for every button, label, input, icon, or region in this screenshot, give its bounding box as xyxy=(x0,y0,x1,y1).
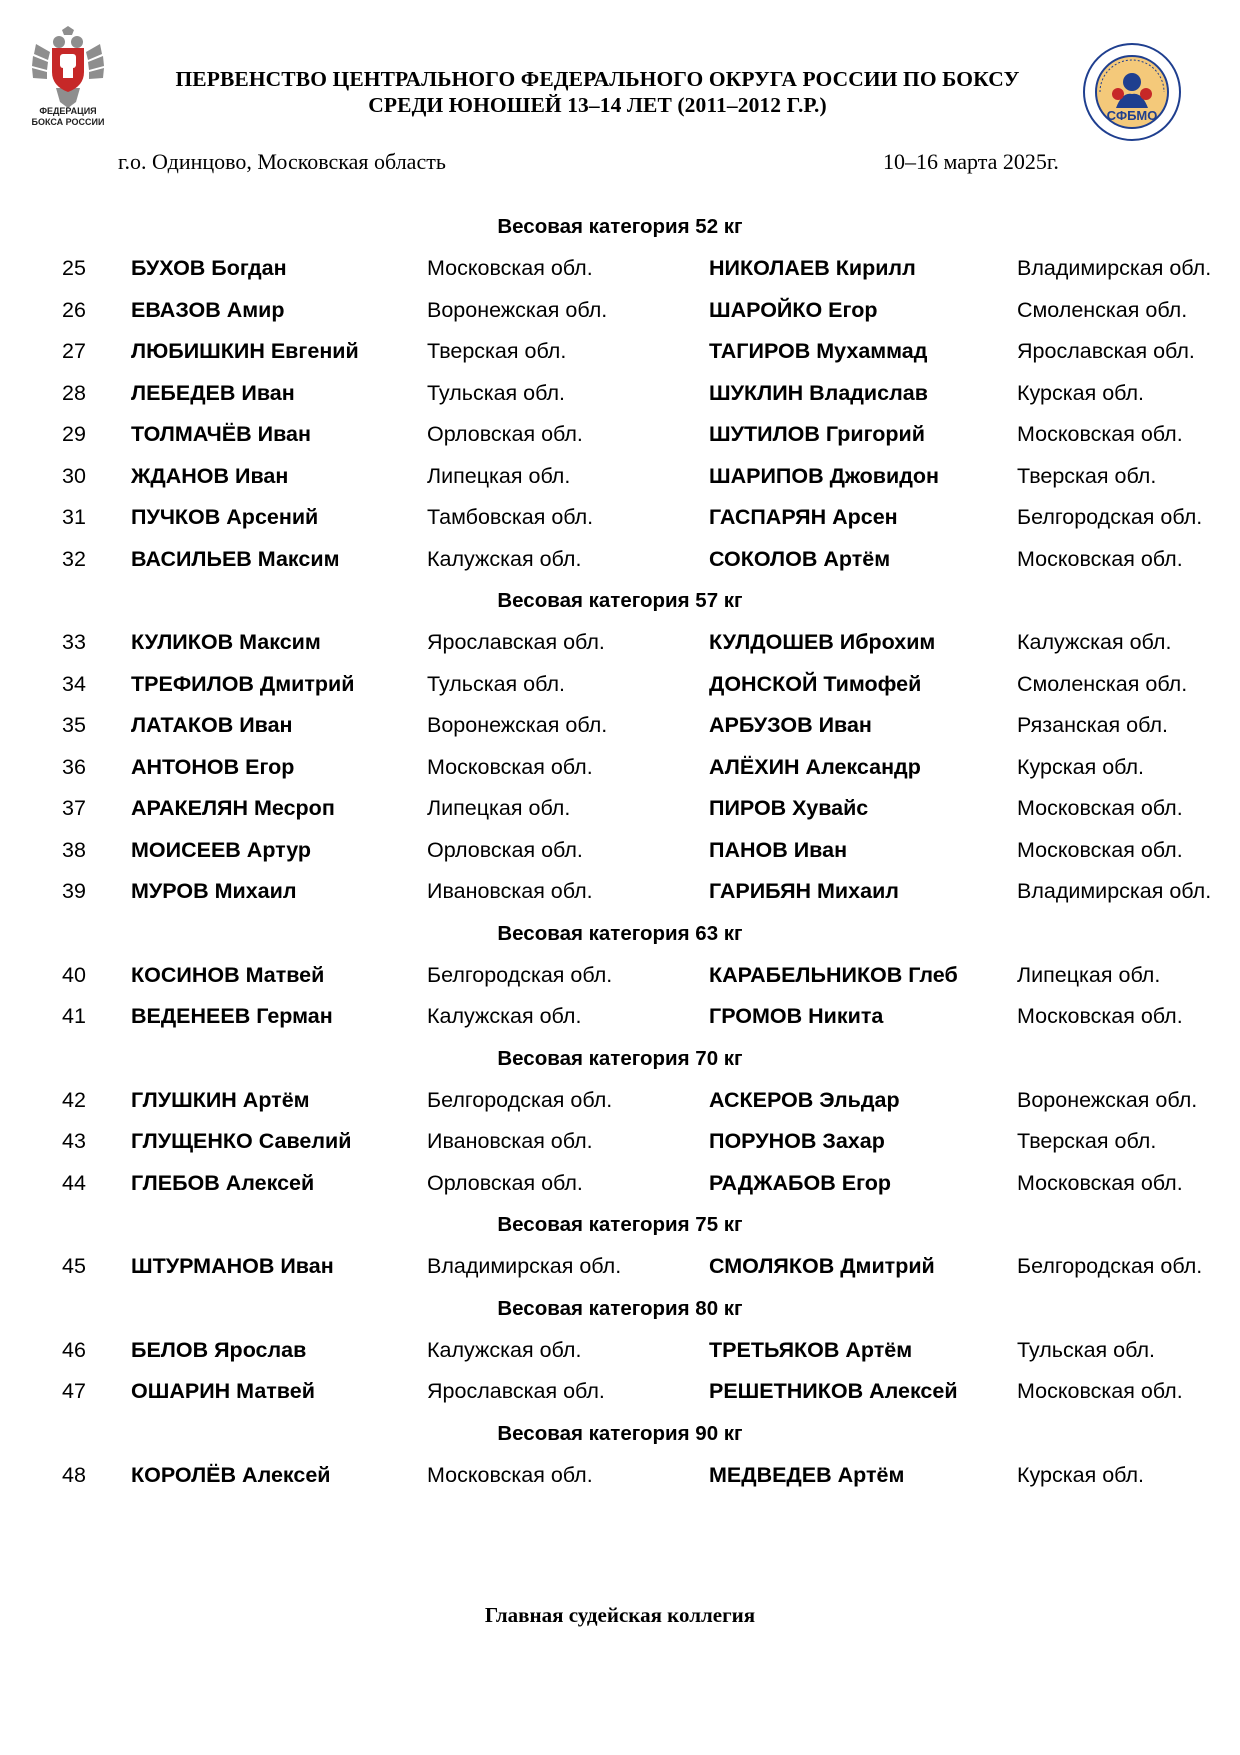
boxer-2-name: МЕДВЕДЕВ Артём xyxy=(709,1462,905,1487)
bout-row xyxy=(0,747,1240,789)
boxer-1-name: ОШАРИН Матвей xyxy=(131,1379,315,1403)
bout-row xyxy=(0,871,1240,913)
weight-category-heading xyxy=(0,913,1240,955)
boxer-2-region: Московская обл. xyxy=(1017,1379,1183,1403)
weight-category-label: Весовая категория 63 кг xyxy=(497,921,743,945)
bout-row xyxy=(0,497,1240,539)
boxer-2-name: ГАРИБЯН Михаил xyxy=(709,879,899,903)
weight-category-label: Весовая категория 80 кг xyxy=(497,1296,743,1320)
bout-number: 29 xyxy=(62,422,86,446)
bout-row xyxy=(0,414,1240,456)
boxer-2-name: ПАНОВ Иван xyxy=(709,837,848,862)
boxer-2-name: АРБУЗОВ Иван xyxy=(709,713,872,737)
boxer-2-region: Смоленская обл. xyxy=(1017,671,1188,696)
boxer-2-name: НИКОЛАЕВ Кирилл xyxy=(709,256,916,280)
boxer-2-name: АЛЁХИН Александр xyxy=(709,754,921,779)
boxer-1-region: Тульская обл. xyxy=(427,671,565,696)
boxer-2-name: ГАСПАРЯН Арсен xyxy=(709,505,898,529)
boxer-2-name: КАРАБЕЛЬНИКОВ Глеб xyxy=(709,962,958,987)
bout-number: 40 xyxy=(62,962,86,987)
bout-row xyxy=(0,622,1240,664)
bout-row xyxy=(0,705,1240,747)
boxer-2-name: ШУКЛИН Владислав xyxy=(709,380,928,405)
bout-row xyxy=(0,331,1240,373)
boxer-1-name: ГЛУЩЕНКО Савелий xyxy=(131,1129,352,1153)
boxer-2-region: Воронежская обл. xyxy=(1017,1087,1198,1112)
boxer-1-region: Орловская обл. xyxy=(427,1170,583,1195)
boxer-1-region: Белгородская обл. xyxy=(427,1087,613,1112)
boxer-1-region: Орловская обл. xyxy=(427,837,583,862)
boxer-2-region: Калужская обл. xyxy=(1017,630,1172,654)
bout-number: 43 xyxy=(62,1129,86,1153)
bout-number: 34 xyxy=(62,671,86,696)
boxer-2-name: РАДЖАБОВ Егор xyxy=(709,1170,892,1195)
weight-category-label: Весовая категория 70 кг xyxy=(497,1046,743,1070)
boxer-1-name: ВЕДЕНЕЕВ Герман xyxy=(131,1004,333,1028)
bout-row xyxy=(0,830,1240,872)
boxer-2-name: КУЛДОШЕВ Иброхим xyxy=(709,630,936,654)
bout-number: 47 xyxy=(62,1379,86,1403)
bout-number: 33 xyxy=(62,630,86,654)
boxer-2-region: Московская обл. xyxy=(1017,837,1183,862)
boxer-2-region: Курская обл. xyxy=(1017,1462,1145,1487)
bout-number: 32 xyxy=(62,546,86,571)
weight-category-heading xyxy=(0,206,1240,248)
bout-number: 27 xyxy=(62,339,86,363)
boxer-2-region: Московская обл. xyxy=(1017,1170,1183,1195)
bout-row xyxy=(0,456,1240,498)
bout-row xyxy=(0,539,1240,581)
boxer-1-region: Ярославская обл. xyxy=(427,630,605,654)
boxer-1-region: Тульская обл. xyxy=(427,380,565,405)
bout-list xyxy=(0,206,1240,1496)
boxer-2-region: Московская обл. xyxy=(1017,546,1183,571)
boxer-1-region: Владимирская обл. xyxy=(427,1254,622,1278)
boxer-2-region: Тверская обл. xyxy=(1017,463,1157,488)
title-line-1: ПЕРВЕНСТВО ЦЕНТРАЛЬНОГО ФЕДЕРАЛЬНОГО ОКРУГА РОССИИ ПО БОКСУ xyxy=(175,67,1020,91)
bout-number: 26 xyxy=(62,297,86,322)
bout-number: 31 xyxy=(62,505,86,529)
bout-number: 25 xyxy=(62,256,86,280)
boxer-1-name: ЕВАЗОВ Амир xyxy=(131,297,285,322)
boxer-2-region: Тверская обл. xyxy=(1017,1129,1157,1153)
boxer-1-name: ПУЧКОВ Арсений xyxy=(131,505,319,529)
bout-number: 36 xyxy=(62,754,86,779)
weight-category-heading xyxy=(0,1413,1240,1455)
boxer-1-region: Воронежская обл. xyxy=(427,297,608,322)
weight-category-label: Весовая категория 52 кг xyxy=(497,215,743,238)
boxer-2-region: Ярославская обл. xyxy=(1017,339,1195,363)
boxer-1-name: ЛАТАКОВ Иван xyxy=(131,713,293,737)
boxer-1-name: ЖДАНОВ Иван xyxy=(131,463,289,488)
bout-number: 48 xyxy=(62,1462,86,1487)
boxer-1-name: ГЛЕБОВ Алексей xyxy=(131,1170,315,1195)
page-title xyxy=(115,66,1080,118)
bout-row xyxy=(0,248,1240,290)
bout-row xyxy=(0,1330,1240,1372)
boxer-1-region: Тамбовская обл. xyxy=(427,505,594,529)
boxer-1-region: Калужская обл. xyxy=(427,1337,582,1362)
boxer-1-region: Липецкая обл. xyxy=(427,796,571,820)
bout-row xyxy=(0,955,1240,997)
boxer-1-region: Белгородская обл. xyxy=(427,962,613,987)
bout-number: 35 xyxy=(62,713,86,737)
federation-logo-caption: ФЕДЕРАЦИЯ БОКСА РОССИИ xyxy=(31,106,105,127)
bout-row xyxy=(0,788,1240,830)
boxer-1-region: Ивановская обл. xyxy=(427,1129,593,1153)
weight-category-label: Весовая категория 57 кг xyxy=(497,589,743,612)
boxer-2-region: Владимирская обл. xyxy=(1017,256,1212,280)
weight-category-heading xyxy=(0,1204,1240,1246)
boxer-2-name: ШАРОЙКО Егор xyxy=(709,297,878,322)
bout-row xyxy=(0,290,1240,332)
bout-row xyxy=(0,1080,1240,1122)
bout-row xyxy=(0,664,1240,706)
title-line-2: СРЕДИ ЮНОШЕЙ 13–14 ЛЕТ (2011–2012 Г.Р.) xyxy=(368,93,827,117)
boxer-2-name: ШУТИЛОВ Григорий xyxy=(709,422,925,446)
bout-row xyxy=(0,1371,1240,1413)
boxer-1-name: КУЛИКОВ Максим xyxy=(131,630,321,654)
bout-number: 28 xyxy=(62,380,86,405)
boxer-2-region: Белгородская обл. xyxy=(1017,1254,1203,1278)
boxer-1-name: ЛЕБЕДЕВ Иван xyxy=(131,380,295,405)
bout-number: 46 xyxy=(62,1337,86,1362)
bout-row xyxy=(0,1163,1240,1205)
bout-row xyxy=(0,1455,1240,1497)
bout-row xyxy=(0,1246,1240,1288)
boxer-2-name: ШАРИПОВ Джовидон xyxy=(709,463,939,488)
weight-category-heading xyxy=(0,1288,1240,1330)
footer-signature: Главная судейская коллегия xyxy=(484,1603,756,1627)
bout-number: 39 xyxy=(62,879,86,903)
boxer-2-name: ТРЕТЬЯКОВ Артём xyxy=(709,1337,913,1362)
weight-category-heading xyxy=(0,1038,1240,1080)
boxer-2-name: РЕШЕТНИКОВ Алексей xyxy=(709,1379,958,1403)
boxer-1-name: ЛЮБИШКИН Евгений xyxy=(131,339,359,363)
sfbmo-seal-icon xyxy=(1082,42,1182,142)
boxer-2-name: ПОРУНОВ Захар xyxy=(709,1129,885,1153)
bout-number: 37 xyxy=(62,796,86,820)
bout-row xyxy=(0,1121,1240,1163)
boxer-1-region: Московская обл. xyxy=(427,754,593,779)
boxer-1-region: Калужская обл. xyxy=(427,1004,582,1028)
boxer-1-name: ТРЕФИЛОВ Дмитрий xyxy=(131,671,355,696)
boxer-2-region: Белгородская обл. xyxy=(1017,505,1203,529)
boxer-2-name: АСКЕРОВ Эльдар xyxy=(709,1087,900,1112)
event-dates: 10–16 марта 2025г. xyxy=(883,149,1059,174)
sfbmo-logo xyxy=(1082,42,1182,142)
boxer-2-name: ГРОМОВ Никита xyxy=(709,1004,884,1028)
boxer-1-name: АРАКЕЛЯН Месроп xyxy=(131,796,335,820)
weight-category-heading xyxy=(0,580,1240,622)
boxer-2-name: ПИРОВ Хувайс xyxy=(709,796,869,820)
boxer-1-region: Калужская обл. xyxy=(427,546,582,571)
boxer-1-name: КОСИНОВ Матвей xyxy=(131,962,325,987)
boxer-1-name: БУХОВ Богдан xyxy=(131,256,287,280)
weight-category-label: Весовая категория 75 кг xyxy=(497,1213,743,1236)
boxer-2-name: ДОНСКОЙ Тимофей xyxy=(709,671,922,696)
bout-number: 38 xyxy=(62,837,86,862)
boxer-2-region: Московская обл. xyxy=(1017,796,1183,820)
boxer-1-region: Воронежская обл. xyxy=(427,713,608,737)
bout-row xyxy=(0,996,1240,1038)
boxer-2-region: Владимирская обл. xyxy=(1017,879,1212,903)
boxer-2-name: ТАГИРОВ Мухаммад xyxy=(709,339,928,363)
boxer-1-name: АНТОНОВ Егор xyxy=(131,754,295,779)
bout-number: 42 xyxy=(62,1087,86,1112)
boxer-1-region: Московская обл. xyxy=(427,1462,593,1487)
boxer-1-name: БЕЛОВ Ярослав xyxy=(131,1337,307,1362)
boxer-1-name: ШТУРМАНОВ Иван xyxy=(131,1254,334,1278)
boxer-1-region: Ивановская обл. xyxy=(427,879,593,903)
boxer-2-region: Липецкая обл. xyxy=(1017,962,1161,987)
boxer-2-name: СОКОЛОВ Артём xyxy=(709,546,891,571)
sfbmo-logo-text: СФБМО xyxy=(1106,108,1158,123)
bout-row xyxy=(0,373,1240,415)
boxer-1-region: Тверская обл. xyxy=(427,339,567,363)
boxer-2-region: Московская обл. xyxy=(1017,1004,1183,1028)
boxer-1-name: КОРОЛЁВ Алексей xyxy=(131,1462,331,1487)
boxer-1-region: Московская обл. xyxy=(427,256,593,280)
event-place: г.о. Одинцово, Московская область xyxy=(118,149,446,174)
boxer-1-name: ТОЛМАЧЁВ Иван xyxy=(131,422,311,446)
boxer-2-region: Курская обл. xyxy=(1017,380,1145,405)
bout-number: 41 xyxy=(62,1004,86,1028)
boxer-2-region: Московская обл. xyxy=(1017,422,1183,446)
boxer-1-region: Ярославская обл. xyxy=(427,1379,605,1403)
weight-category-label: Весовая категория 90 кг xyxy=(497,1421,743,1445)
boxer-2-name: СМОЛЯКОВ Дмитрий xyxy=(709,1254,935,1278)
boxer-1-name: МОИСЕЕВ Артур xyxy=(131,837,312,862)
boxer-1-region: Липецкая обл. xyxy=(427,463,571,488)
boxer-1-name: МУРОВ Михаил xyxy=(131,879,297,903)
boxer-1-name: ВАСИЛЬЕВ Максим xyxy=(131,546,340,571)
boxer-2-region: Тульская обл. xyxy=(1017,1337,1155,1362)
eagle-emblem-icon xyxy=(28,26,108,110)
boxer-2-region: Рязанская обл. xyxy=(1017,713,1168,737)
bout-number: 45 xyxy=(62,1254,86,1278)
boxer-2-region: Курская обл. xyxy=(1017,754,1145,779)
bout-number: 44 xyxy=(62,1170,86,1195)
boxer-2-region: Смоленская обл. xyxy=(1017,297,1188,322)
bout-number: 30 xyxy=(62,463,86,488)
boxer-1-name: ГЛУШКИН Артём xyxy=(131,1087,310,1112)
boxer-1-region: Орловская обл. xyxy=(427,422,583,446)
